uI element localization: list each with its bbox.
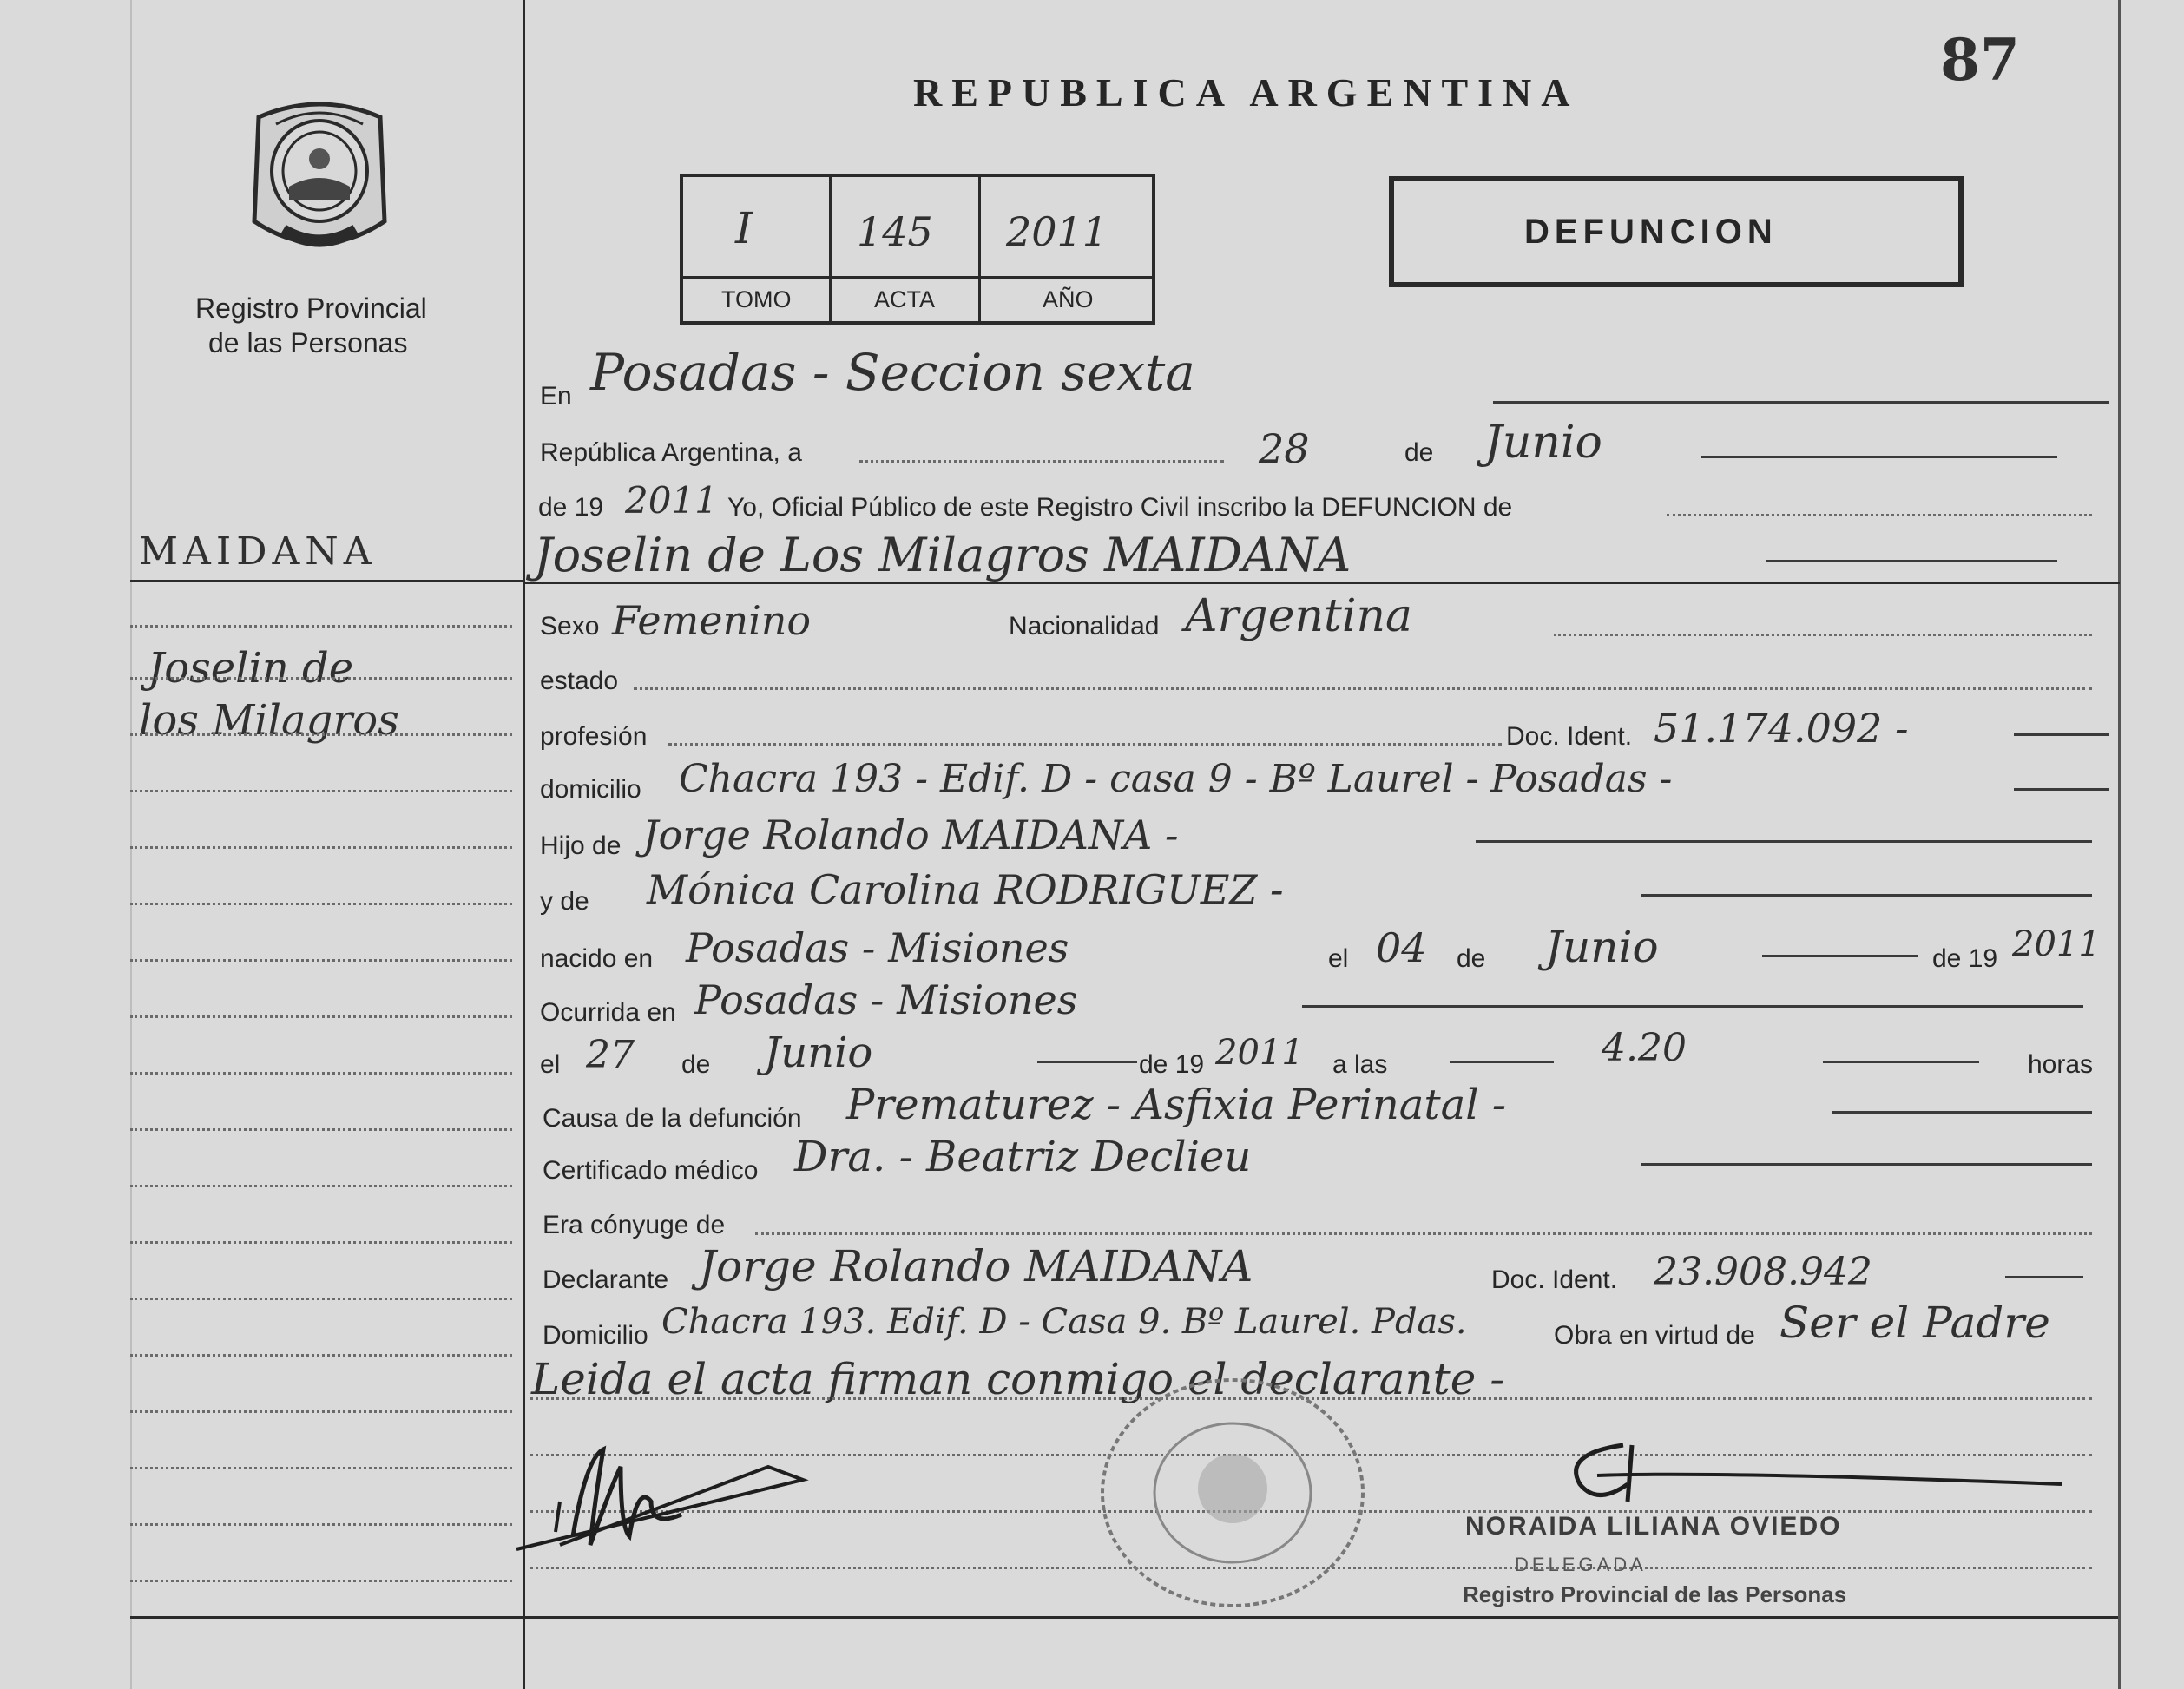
obra-value: Ser el Padre (1779, 1298, 2050, 1348)
death-month: Junio (764, 1029, 873, 1077)
margin-line (130, 1072, 512, 1075)
declarant-domicilio-label: Domicilio (543, 1321, 648, 1350)
acta-value: 145 (857, 208, 933, 255)
domicilio-line (2014, 788, 2109, 791)
death-year-prefix: de 19 (1139, 1050, 1205, 1079)
sexo-label: Sexo (540, 612, 600, 641)
year-prefix-label: de 19 (538, 493, 604, 522)
profesion-label: profesión (540, 722, 648, 751)
month-de-label: de (1404, 438, 1434, 467)
causa-label: Causa de la defunción (543, 1104, 802, 1133)
sexo-value: Femenino (612, 597, 812, 644)
date-intro-label: República Argentina, a (540, 438, 802, 467)
margin-line (130, 625, 512, 628)
registration-month: Junio (1484, 417, 1602, 469)
book-reference-box (680, 174, 1155, 325)
death-place-line (1302, 1005, 2083, 1008)
margin-line (130, 1410, 512, 1413)
nacionalidad-label: Nacionalidad (1009, 612, 1160, 641)
margin-given-name-line2: los Milagros (139, 696, 399, 745)
death-el-label: el (540, 1050, 561, 1079)
birth-year: 2011 (2012, 924, 2101, 964)
registration-year: 2011 (625, 479, 718, 522)
margin-line (130, 903, 512, 905)
nacionalidad-line (1554, 634, 2092, 636)
registry-name-line1: Registro Provincial (195, 292, 427, 324)
country-title: REPUBLICA ARGENTINA (913, 70, 1580, 115)
ocurrida-en-label: Ocurrida en (540, 998, 676, 1027)
death-time: 4.20 (1602, 1026, 1687, 1070)
estado-line (634, 687, 2092, 690)
margin-line (130, 1354, 512, 1357)
death-place: Posadas - Misiones (694, 976, 1078, 1023)
margin-surname: MAIDANA (139, 529, 377, 574)
officer-name: NORAIDA LILIANA OVIEDO (1465, 1512, 1842, 1541)
name-line (1766, 560, 2057, 562)
father-line (1476, 840, 2092, 843)
conyuge-line (755, 1232, 2092, 1235)
book-box-divider (978, 177, 981, 321)
birth-el-label: el (1328, 944, 1349, 973)
reading-statement: Leida el acta firman conmigo el declarante - (531, 1354, 1505, 1404)
anio-value: 2011 (1006, 208, 1108, 255)
margin-line (130, 1241, 512, 1244)
death-month-line (1037, 1061, 1137, 1063)
margin-line (130, 1015, 512, 1018)
domicilio-label: domicilio (540, 775, 641, 804)
margin-separator-line (130, 580, 525, 582)
tomo-value: I (735, 203, 753, 253)
record-type-box (1389, 176, 1964, 287)
estado-label: estado (540, 667, 619, 695)
hijo-de-label: Hijo de (540, 831, 622, 860)
statement-line (1667, 514, 2092, 516)
tomo-label: TOMO (721, 286, 792, 312)
date-line (859, 460, 1224, 463)
doc-line (2014, 733, 2109, 736)
margin-line (130, 1467, 512, 1469)
doc-ident-label: Doc. Ident. (1506, 722, 1633, 751)
month-line (1701, 456, 2057, 458)
page-number: 87 (1940, 26, 2020, 94)
margin-line (130, 1128, 512, 1131)
birth-day: 04 (1376, 924, 1427, 971)
causa-line (1832, 1111, 2092, 1114)
officer-statement: Yo, Oficial Público de este Registro Civil inscribo la DEFUNCION de (727, 493, 1513, 522)
declarant-signature-icon (508, 1432, 820, 1562)
time-line (1450, 1061, 1554, 1063)
registration-day: 28 (1259, 425, 1310, 472)
margin-line (130, 1580, 512, 1582)
official-stamp-icon (1085, 1367, 1380, 1619)
y-de-label: y de (540, 887, 589, 916)
left-page-edge (130, 0, 132, 1689)
declarant-doc-label: Doc. Ident. (1491, 1265, 1618, 1294)
declarant-doc-line (2005, 1276, 2083, 1278)
time-line-2 (1823, 1061, 1979, 1063)
margin-line (130, 846, 512, 849)
nacionalidad-value: Argentina (1185, 590, 1412, 642)
margin-line (130, 677, 512, 680)
obra-label: Obra en virtud de (1554, 1321, 1755, 1350)
margin-given-name-line1: Joselin de (148, 644, 354, 693)
margin-line (130, 1185, 512, 1187)
domicilio-value: Chacra 193 - Edif. D - casa 9 - Bº Laurel - Posadas - (679, 757, 1673, 801)
book-box-divider (683, 276, 1152, 279)
cause-of-death: Prematurez - Asfixia Perinatal - (846, 1081, 1507, 1129)
declarante-label: Declarante (543, 1265, 669, 1294)
birth-de-label: de (1457, 944, 1486, 973)
officer-office: Registro Provincial de las Personas (1463, 1581, 1847, 1607)
book-box-divider (829, 177, 832, 321)
birth-month-line (1762, 955, 1918, 957)
birth-year-prefix: de 19 (1932, 944, 1998, 973)
declarant-doc-value: 23.908.942 (1654, 1250, 1872, 1294)
right-page-edge (2118, 0, 2121, 1689)
mother-line (1641, 894, 2092, 897)
en-label: En (540, 382, 572, 411)
en-line (1493, 401, 2109, 404)
margin-line (130, 1523, 512, 1526)
father-name: Jorge Rolando MAIDANA - (642, 812, 1179, 858)
provincial-seal-logo (241, 91, 398, 265)
birth-place: Posadas - Misiones (686, 924, 1069, 971)
death-year: 2011 (1215, 1033, 1304, 1073)
nacido-en-label: nacido en (540, 944, 654, 973)
certificado-line (1641, 1163, 2092, 1166)
registry-name-line2: de las Personas (208, 327, 408, 358)
birth-month: Junio (1545, 922, 1659, 972)
deceased-full-name: Joselin de Los Milagros MAIDANA (534, 528, 1352, 582)
margin-line (130, 959, 512, 962)
officer-signature-icon (1545, 1436, 2066, 1515)
margin-line (130, 733, 512, 736)
record-type-label: DEFUNCION (1524, 213, 1778, 251)
officer-role: DELEGADA (1515, 1554, 1647, 1575)
en-value: Posadas - Seccion sexta (590, 343, 1195, 402)
declarant-name: Jorge Rolando MAIDANA (699, 1241, 1253, 1291)
margin-line (130, 790, 512, 792)
death-day: 27 (586, 1033, 635, 1077)
certificado-label: Certificado médico (543, 1156, 759, 1185)
a-las-label: a las (1332, 1050, 1388, 1079)
profesion-line (668, 743, 1502, 746)
death-de-label: de (681, 1050, 711, 1079)
horas-label: horas (2028, 1050, 2094, 1079)
certifying-doctor: Dra. - Beatriz Declieu (794, 1133, 1252, 1181)
conyuge-label: Era cónyuge de (543, 1211, 726, 1239)
acta-label: ACTA (874, 286, 936, 312)
mother-name: Mónica Carolina RODRIGUEZ - (647, 866, 1284, 913)
margin-line (130, 1298, 512, 1300)
doc-ident-value: 51.174.092 - (1654, 705, 1909, 752)
anio-label: AÑO (1043, 286, 1094, 312)
declarant-address: Chacra 193. Edif. D - Casa 9. Bº Laurel. Pdas. (661, 1302, 1467, 1342)
